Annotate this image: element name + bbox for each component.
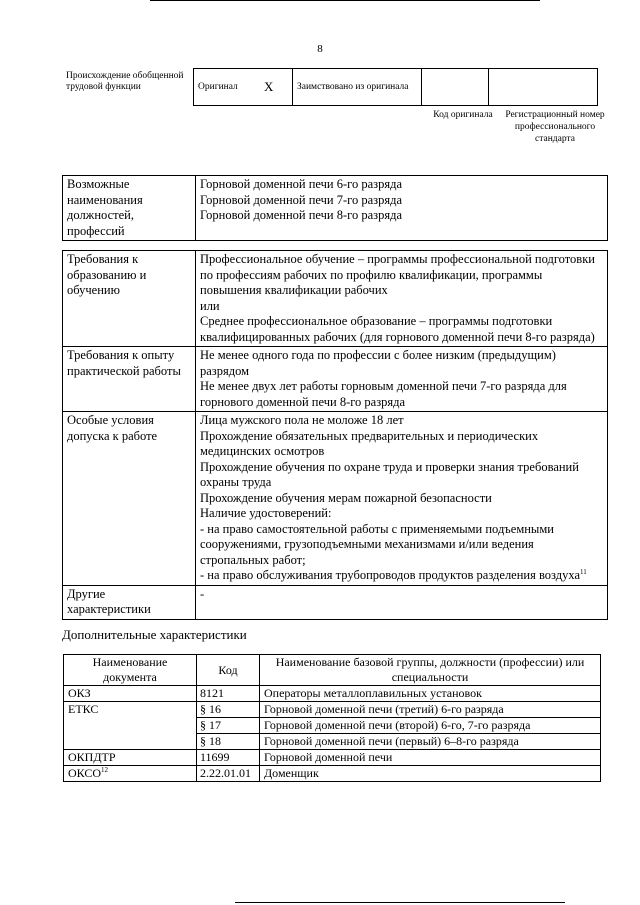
origin-table	[193, 68, 598, 106]
table-row	[64, 766, 601, 782]
education-line: или	[200, 298, 220, 313]
code-caption: Код оригинала	[433, 110, 493, 120]
education-values	[196, 251, 608, 347]
code-cell: 8121	[197, 686, 260, 702]
education-line: Профессиональное обучение – программы профессиональной подготовки по профессиям рабочих по профилю квалификации, программы повышения квалификации рабочих	[200, 252, 595, 297]
table-row	[64, 686, 601, 702]
education-line: Среднее профессиональное образование – программы подготовки квалифицированных рабочих (для горнового доменной печи 8-го разряда)	[200, 314, 595, 344]
code-cell: § 18	[197, 734, 260, 750]
position-item: Горновой доменной печи 8-го разряда	[200, 208, 402, 222]
experience-line: Не менее одного года по профессии с более низким (предыдущим) разрядом	[200, 348, 556, 378]
name-cell: Горновой доменной печи (второй) 6-го, 7-го разряда	[260, 718, 601, 734]
experience-values	[196, 347, 608, 412]
name-cell: Горновой доменной печи (первый) 6–8-го разряда	[260, 734, 601, 750]
code-cell	[422, 69, 489, 106]
name-cell: Горновой доменной печи (третий) 6-го разряда	[260, 702, 601, 718]
doc-cell	[64, 766, 197, 782]
other-label: Другие характеристики	[63, 585, 196, 619]
admission-line-text: - на право обслуживания трубопроводов продуктов разделения воздуха	[200, 568, 581, 582]
header-doc: Наименование документа	[64, 655, 197, 686]
admission-label: Особые условия допуска к работе	[63, 412, 196, 586]
admission-line: Лица мужского пола не моложе 18 лет	[200, 413, 404, 427]
admission-line-last	[200, 568, 603, 584]
positions-values	[196, 176, 608, 241]
footnote-ref: 12	[101, 766, 109, 774]
experience-label: Требования к опыту практической работы	[63, 347, 196, 412]
doc-text: ОКСО	[68, 766, 102, 780]
code-cell: § 16	[197, 702, 260, 718]
name-cell: Операторы металлоплавильных установок	[260, 686, 601, 702]
header-row	[64, 655, 601, 686]
table-row	[64, 702, 601, 718]
header-code: Код	[197, 655, 260, 686]
top-rule	[150, 0, 540, 1]
education-label: Требования к образованию и обучению	[63, 251, 196, 347]
doc-cell: ЕТКС	[64, 702, 197, 750]
admission-line: Прохождение обучения по охране труда и проверки знания требований охраны труда	[200, 459, 579, 489]
footnote-ref: 11	[580, 567, 587, 576]
reg-number-cell	[489, 69, 598, 106]
position-item: Горновой доменной печи 7-го разряда	[200, 192, 402, 207]
requirements-table	[62, 250, 608, 620]
code-cell: 11699	[197, 750, 260, 766]
positions-table	[62, 175, 608, 241]
header-name: Наименование базовой группы, должности (профессии) или специальности	[260, 655, 601, 686]
admission-line: - на право самостоятельной работы с применяемыми подъемными сооружениями, грузоподъемными механизмами и/или ведения стропальных работ;	[200, 521, 554, 567]
doc-cell: ОКЗ	[64, 686, 197, 702]
doc-cell: ОКПДТР	[64, 750, 197, 766]
additional-table	[63, 654, 601, 782]
original-cell: Оригинал	[194, 69, 261, 106]
name-cell: Доменщик	[260, 766, 601, 782]
position-item: Горновой доменной печи 6-го разряда	[200, 177, 402, 191]
origin-label: Происхождение обобщенной трудовой функции	[66, 71, 184, 92]
code-cell: § 17	[197, 718, 260, 734]
admission-line: Прохождение обучения мерам пожарной безопасности	[200, 490, 492, 505]
admission-line: Прохождение обязательных предварительных и периодических медицинских осмотров	[200, 428, 539, 458]
table-row	[64, 750, 601, 766]
admission-line: Наличие удостоверений:	[200, 506, 332, 520]
admission-values	[196, 412, 608, 586]
name-cell: Горновой доменной печи	[260, 750, 601, 766]
code-cell: 2.22.01.01	[197, 766, 260, 782]
other-line: -	[200, 586, 205, 601]
page-number: 8	[317, 43, 323, 55]
additional-title: Дополнительные характеристики	[62, 627, 247, 642]
reg-caption: Регистрационный номер профессионального стандарта	[505, 110, 605, 144]
positions-label: Возможные наименования должностей, профессий	[63, 176, 196, 241]
borrowed-cell: Заимствовано из оригинала	[293, 69, 422, 106]
experience-line: Не менее двух лет работы горновым доменной печи 7-го разряда для горнового доменной печи 8-го разряда	[200, 379, 567, 409]
other-values	[196, 585, 608, 619]
bottom-rule	[235, 902, 565, 903]
original-mark: X	[260, 69, 293, 106]
